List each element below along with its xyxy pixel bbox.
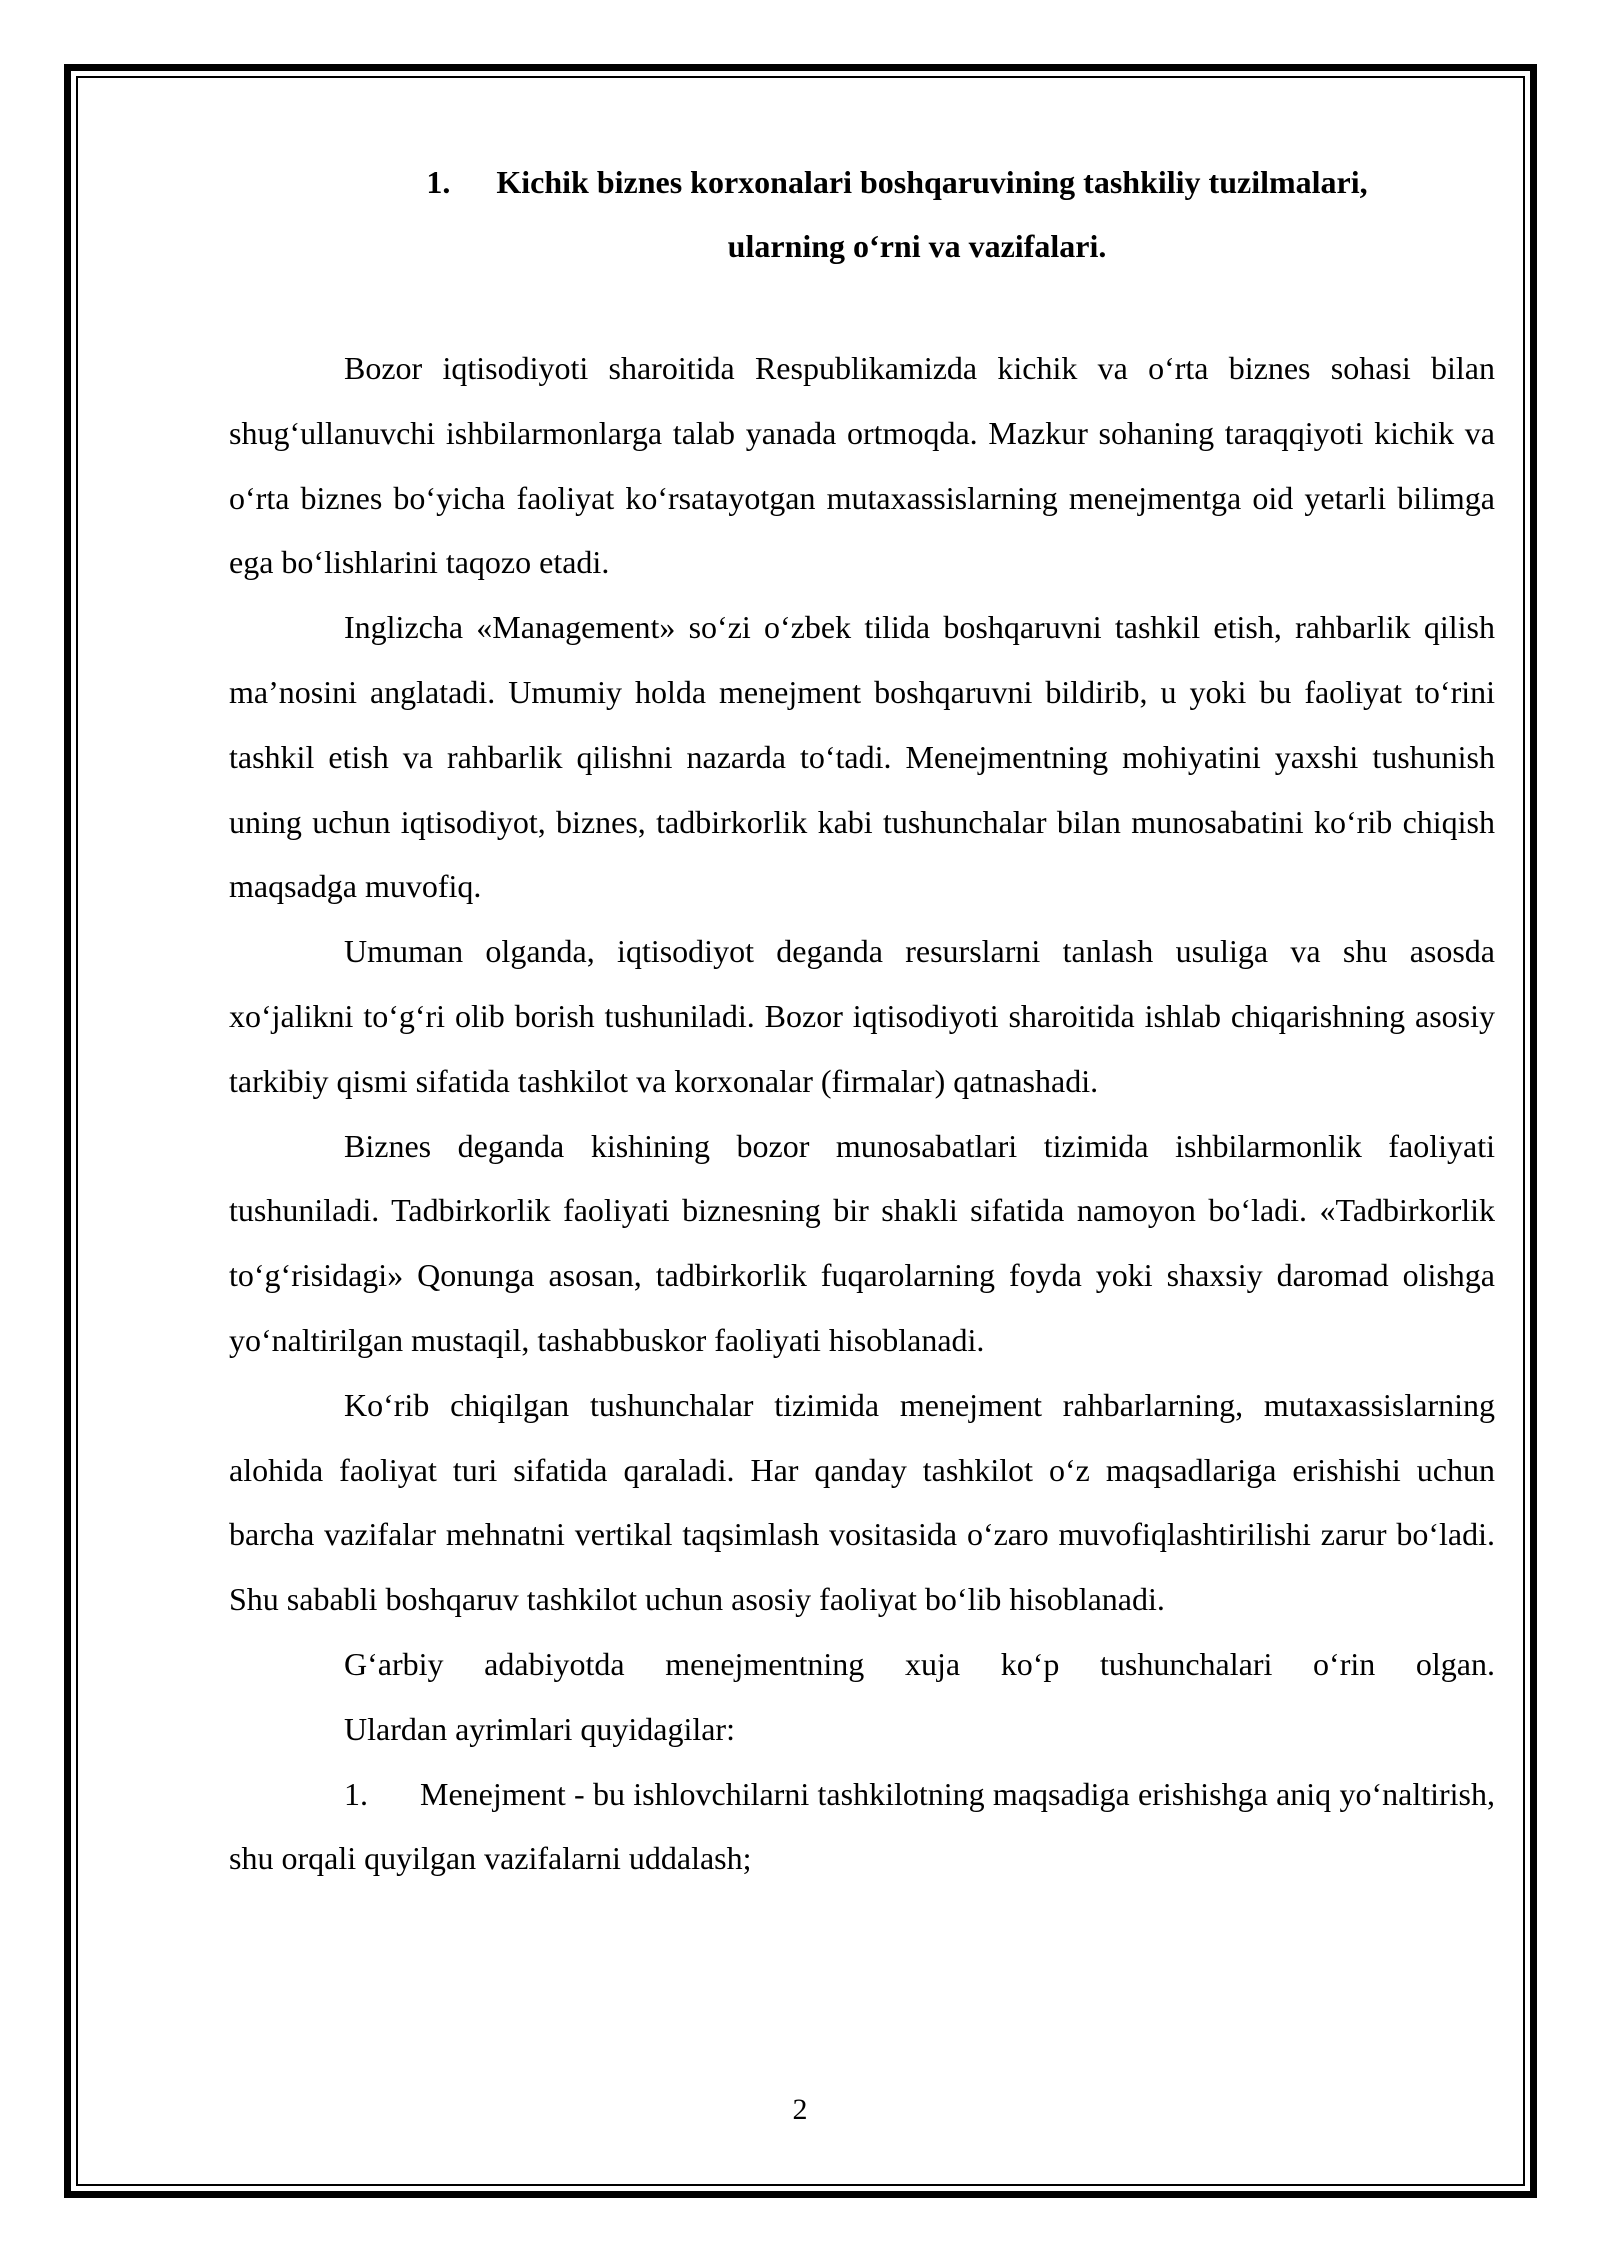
paragraph: G‘arbiy adabiyotda menejmentning xuja ko‘p tushunchalari o‘rin olgan.	[344, 1645, 1495, 1682]
section-heading	[229, 150, 1495, 278]
page-content	[229, 150, 1495, 1891]
list-item-number: 1.	[344, 1775, 368, 1812]
paragraph: Biznes deganda kishining bozor munosabatlari tizimida ishbilarmonlik faoliyati tushuniladi. Tadbirkorlik faoliyati biznesning bir shakli sifatida namoyon bo‘ladi. «Tadbirkorlik to‘g‘risidagi» Qonunga asosan, tadbirkorlik fuqarolarning foyda yoki shaxsiy daromad olishga yo‘naltirilgan mustaqil, tashabbuskor faoliyati hisoblanadi.	[229, 1127, 1495, 1358]
heading-line-1: Kichik biznes korxonalari boshqaruvining tashkiliy tuzilmalari,	[496, 164, 1368, 200]
body-text	[229, 336, 1495, 1891]
paragraph: Ulardan ayrimlari quyidagilar:	[344, 1710, 735, 1747]
heading-number: 1.	[426, 164, 451, 200]
paragraph: Ko‘rib chiqilgan tushunchalar tizimida menejment rahbarlarning, mutaxassislarning alohida faoliyat turi sifatida qaraladi. Har qanday tashkilot o‘z maqsadlariga erishishi uchun barcha vazifalar mehnatni vertikal taqsimlash vositasida o‘zaro muvofiqlashtirilishi zarur bo‘ladi. Shu sababli boshqaruv tashkilot uchun asosiy faoliyat bo‘lib hisoblanadi.	[229, 1386, 1495, 1618]
paragraph: Inglizcha «Management» so‘zi o‘zbek tilida boshqaruvni tashkil etish, rahbarlik qilish ma’nosini anglatadi. Umumiy holda menejment boshqaruvni bildirib, u yoki bu faoliyat to‘rini tashkil etish va rahbarlik qilishni nazarda to‘tadi. Menejmentning mohiyatini yaxshi tushunish uning uchun iqtisodiyot, biznes, tadbirkorlik kabi tushunchalar bilan munosabatini ko‘rib chiqish maqsadga muvofiq.	[229, 609, 1495, 905]
heading-line-2: ularning o‘rni va vazifalari.	[727, 228, 1107, 264]
paragraph: Bozor iqtisodiyoti sharoitida Respublikamizda kichik va o‘rta biznes sohasi bilan shug‘ullanuvchi ishbilarmonlarga talab yanada ortmoqda. Mazkur sohaning taraqqiyoti kichik va o‘rta biznes bo‘yicha faoliyat ko‘rsatayotgan mutaxassislarning menejmentga oid yetarli bilimga ega bo‘lishlarini taqozo etadi.	[229, 350, 1495, 581]
list-item-text: Menejment - bu ishlovchilarni tashkilotning maqsadiga erishishga aniq yo‘naltirish, shu orqali quyilgan vazifalarni uddalash;	[229, 1775, 1495, 1877]
page-number: 2	[792, 2093, 808, 2126]
list-item	[229, 1762, 1495, 1892]
paragraph: Umuman olganda, iqtisodiyot deganda resurslarni tanlash usuliga va shu asosda xo‘jalikni to‘g‘ri olib borish tushuniladi. Bozor iqtisodiyoti sharoitida ishlab chiqarishning asosiy tarkibiy qismi sifatida tashkilot va korxonalar (firmalar) qatnashadi.	[229, 933, 1495, 1099]
